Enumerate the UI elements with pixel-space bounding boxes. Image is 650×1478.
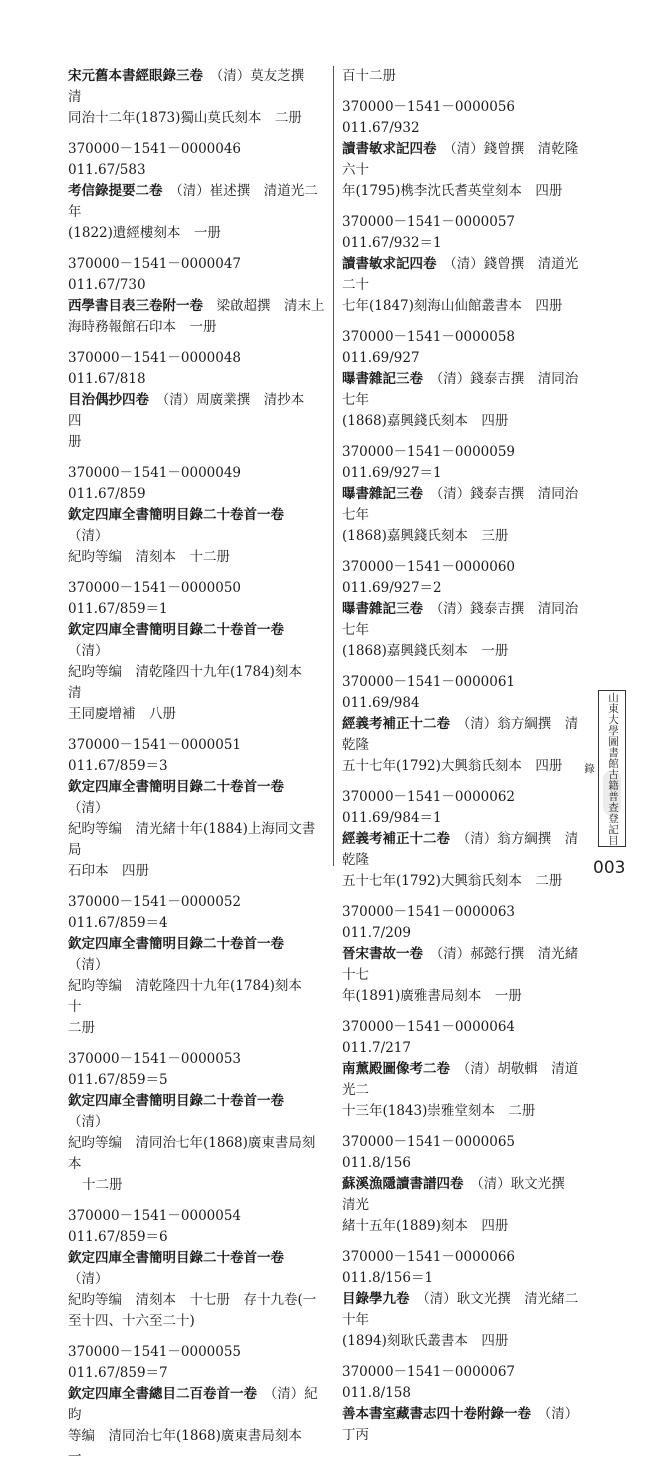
entry-text: 年(1891)廣雅書局刻本 一册	[342, 988, 522, 1004]
entry-text: 370000－1541－0000047 011.67/730	[68, 256, 255, 293]
entry-text: 五十七年(1792)大興翁氏刻本 四册	[342, 758, 563, 774]
entry-line	[342, 871, 582, 892]
entry-line	[342, 296, 582, 317]
entry-line	[68, 777, 328, 819]
entry-line	[68, 296, 328, 317]
catalog-entry	[68, 735, 328, 882]
entry-title: 欽定四庫全書簡明目錄二十卷首一卷	[68, 1093, 284, 1109]
entry-line	[68, 66, 328, 108]
entry-author-edition: （清）胡敬輯 清道光二	[342, 1061, 579, 1098]
entry-line	[342, 986, 582, 1007]
entry-text: 370000－1541－0000058 011.69/927	[342, 329, 529, 366]
entry-title: 善本書室藏書志四十卷附錄一卷	[342, 1406, 531, 1422]
entry-title: 欽定四庫全書簡明目錄二十卷首一卷	[68, 1250, 284, 1266]
entry-line	[68, 317, 328, 338]
entry-line	[68, 254, 328, 296]
catalog-entry	[68, 1342, 328, 1468]
entry-line	[342, 641, 582, 662]
entry-title: 晉宋書故一卷	[342, 946, 423, 962]
entry-line	[342, 212, 582, 254]
catalog-entry	[342, 1362, 582, 1446]
entry-text: 370000－1541－0000048 011.67/818	[68, 350, 255, 387]
entry-line	[342, 1059, 582, 1101]
entry-text: 370000－1541－0000065 011.8/156	[342, 1134, 529, 1171]
entry-line	[68, 1384, 328, 1426]
entry-text: 370000－1541－0000051 011.67/859＝3	[68, 737, 255, 774]
entry-text: 二册	[68, 1020, 95, 1036]
entry-text: 370000－1541－0000050 011.67/859＝1	[68, 580, 255, 617]
entry-line	[342, 411, 582, 432]
entry-text: 紀昀等编 清乾隆四十九年(1784)刻本 清	[68, 664, 316, 701]
entry-author-edition: （清）紀昀	[68, 1386, 318, 1423]
entry-text: 等编 清同治七年(1868)廣東書局刻本 一	[68, 1428, 316, 1465]
entry-line	[68, 819, 328, 861]
entry-line	[342, 787, 582, 829]
entry-author-edition: （清）丁丙	[342, 1406, 579, 1443]
entry-text: (1868)嘉興錢氏刻本 四册	[342, 413, 509, 429]
entry-text: (1868)嘉興錢氏刻本 三册	[342, 528, 509, 544]
entry-author-edition: （清）	[68, 643, 109, 659]
catalog-entry	[68, 1206, 328, 1332]
entry-line	[68, 505, 328, 547]
entry-title: 西學書目表三卷附一卷	[68, 298, 203, 314]
entry-author-edition: （清）錢泰吉撰 清同治七年	[342, 371, 579, 408]
catalog-entry	[342, 1247, 582, 1352]
catalog-entry	[68, 254, 328, 338]
entry-line	[342, 97, 582, 139]
entry-text: 370000－1541－0000054 011.67/859＝6	[68, 1208, 255, 1245]
entry-text: 紀昀等编 清光緒十年(1884)上海同文書局	[68, 821, 316, 858]
entry-text: 王同慶增補 八册	[68, 706, 176, 722]
entry-text: (1894)刻耿氏叢書本 四册	[342, 1333, 509, 1349]
entry-text: 七年(1847)刻海山仙館叢書本 四册	[342, 298, 563, 314]
entry-line	[342, 1362, 582, 1404]
catalog-entry	[342, 557, 582, 662]
entry-text: 370000－1541－0000063 011.7/209	[342, 904, 529, 941]
entry-title: 宋元舊本書經眼錄三卷	[68, 68, 203, 84]
page-number: 003	[593, 858, 626, 878]
entry-text: 紀昀等编 清乾隆四十九年(1784)刻本 十	[68, 978, 316, 1015]
entry-title: 欽定四庫全書簡明目錄二十卷首一卷	[68, 936, 284, 952]
entry-text: 370000－1541－0000060 011.69/927＝2	[342, 559, 529, 596]
entry-text: 370000－1541－0000056 011.67/932	[342, 99, 529, 136]
entry-title: 曝書雜記三卷	[342, 601, 423, 617]
entry-line	[68, 1248, 328, 1290]
entry-line	[342, 1017, 582, 1059]
entry-line	[342, 672, 582, 714]
entry-author-edition: （清）	[68, 1271, 109, 1287]
catalog-entry	[342, 212, 582, 317]
entry-text: 370000－1541－0000061 011.69/984	[342, 674, 529, 711]
entry-text: 370000－1541－0000059 011.69/927＝1	[342, 444, 529, 481]
entry-line	[342, 1331, 582, 1352]
entry-line	[342, 254, 582, 296]
catalog-entry	[342, 1017, 582, 1122]
entry-line	[68, 223, 328, 244]
catalog-entry	[68, 892, 328, 1039]
entry-title: 經義考補正十二卷	[342, 716, 450, 732]
entry-line	[342, 1101, 582, 1122]
entry-text: 海時務報館石印本 一册	[68, 319, 217, 335]
entry-title: 目錄學九卷	[342, 1291, 410, 1307]
entry-text: 紀昀等编 清刻本 十二册	[68, 549, 230, 565]
entry-text: 百十二册	[342, 68, 396, 84]
entry-line	[68, 892, 328, 934]
entry-author-edition: （清）耿文光撰 清光	[342, 1176, 579, 1213]
catalog-entry	[68, 348, 328, 453]
catalog-entry	[342, 1132, 582, 1237]
entry-line	[68, 620, 328, 662]
entry-author-edition: （清）錢泰吉撰 清同治七年	[342, 486, 579, 523]
entry-line	[342, 1216, 582, 1237]
entry-title: 曝書雜記三卷	[342, 371, 423, 387]
entry-line	[68, 578, 328, 620]
entry-author-edition: （清）崔述撰 清道光二年	[68, 183, 318, 220]
entry-text: 370000－1541－0000062 011.69/984＝1	[342, 789, 529, 826]
column-divider	[333, 66, 334, 866]
entry-line	[68, 1049, 328, 1091]
entry-line	[68, 1342, 328, 1384]
entry-line	[68, 432, 328, 453]
entry-text: 至十四、十六至二十)	[68, 1313, 195, 1329]
entry-line	[342, 139, 582, 181]
catalog-entry	[68, 139, 328, 244]
entry-line	[68, 547, 328, 568]
catalog-entry	[68, 1049, 328, 1196]
entry-author-edition: （清）錢曾撰 清乾隆六十	[342, 141, 579, 178]
entry-author-edition: （清）	[68, 800, 109, 816]
entry-line	[68, 1290, 328, 1311]
entry-title: 考信錄提要二卷	[68, 183, 163, 199]
entry-author-edition: （清）	[68, 1114, 109, 1130]
entry-line	[342, 1174, 582, 1216]
catalog-entry	[342, 902, 582, 1007]
entry-title: 讀書敏求記四卷	[342, 141, 437, 157]
catalog-entry	[68, 66, 328, 129]
entry-line	[342, 526, 582, 547]
entry-title: 目治偶抄四卷	[68, 392, 149, 408]
catalog-entry	[342, 787, 582, 892]
entry-line	[68, 139, 328, 181]
entry-line	[342, 557, 582, 599]
entry-line	[342, 599, 582, 641]
entry-author-edition: （清）周廣業撰 清抄本 四	[68, 392, 318, 429]
entry-line	[342, 944, 582, 986]
entry-line	[68, 181, 328, 223]
entry-line	[68, 1133, 328, 1175]
entry-line	[342, 1404, 582, 1446]
entry-line	[68, 1426, 328, 1468]
running-side-title: 山東大學圖書館古籍普查登記目錄	[598, 690, 626, 847]
entry-text: (1822)遺經樓刻本 一册	[68, 225, 221, 241]
entry-title: 經義考補正十二卷	[342, 831, 450, 847]
entry-text: 石印本 四册	[68, 863, 149, 879]
entry-text: 370000－1541－0000066 011.8/156＝1	[342, 1249, 529, 1286]
entry-line	[68, 976, 328, 1018]
entry-text: 370000－1541－0000057 011.67/932＝1	[342, 214, 529, 251]
entry-line	[342, 1289, 582, 1331]
entry-text: 册	[68, 434, 82, 450]
entry-title: 蘇溪漁隱讀書譜四卷	[342, 1176, 464, 1192]
entry-text: 370000－1541－0000055 011.67/859＝7	[68, 1344, 255, 1381]
entry-line	[342, 369, 582, 411]
entry-text: 370000－1541－0000046 011.67/583	[68, 141, 255, 178]
entry-title: 曝書雜記三卷	[342, 486, 423, 502]
entry-line	[68, 348, 328, 390]
entry-line	[342, 327, 582, 369]
catalog-entry	[68, 463, 328, 568]
entry-line	[68, 1206, 328, 1248]
entry-line	[342, 442, 582, 484]
entry-author-edition: （清）郝懿行撰 清光緒十七	[342, 946, 579, 983]
entry-line	[68, 662, 328, 704]
catalog-entry	[342, 672, 582, 777]
left-column	[68, 66, 328, 1478]
entry-text: 十三年(1843)崇雅堂刻本 二册	[342, 1103, 536, 1119]
entry-text: 紀昀等编 清刻本 十七册 存十九卷(一	[68, 1292, 317, 1308]
entry-text: 同治十二年(1873)獨山莫氏刻本 二册	[68, 110, 302, 126]
entry-line	[68, 390, 328, 432]
entry-line	[68, 861, 328, 882]
entry-title: 南薰殿圖像考二卷	[342, 1061, 450, 1077]
entry-text: 370000－1541－0000053 011.67/859＝5	[68, 1051, 255, 1088]
catalog-entry	[342, 97, 582, 202]
entry-text: 緒十五年(1889)刻本 四册	[342, 1218, 509, 1234]
entry-line	[342, 1247, 582, 1289]
entry-line	[342, 829, 582, 871]
entry-author-edition: （清）	[68, 957, 109, 973]
catalog-entry	[342, 327, 582, 432]
entry-line	[342, 714, 582, 756]
entry-line	[342, 756, 582, 777]
entry-text: 年(1795)槜李沈氏耆英堂刻本 四册	[342, 183, 563, 199]
entry-line	[342, 1132, 582, 1174]
entry-title: 欽定四庫全書簡明目錄二十卷首一卷	[68, 622, 284, 638]
entry-text: 370000－1541－0000052 011.67/859＝4	[68, 894, 255, 931]
entry-line	[342, 181, 582, 202]
entry-title: 讀書敏求記四卷	[342, 256, 437, 272]
entry-author-edition: （清）耿文光撰 清光緒二十年	[342, 1291, 579, 1328]
catalog-entry	[342, 66, 582, 87]
entry-line	[342, 66, 582, 87]
entry-author-edition: 梁啟超撰 清末上	[216, 298, 325, 314]
entry-line	[68, 934, 328, 976]
entry-line	[68, 735, 328, 777]
entry-author-edition: （清）錢曾撰 清道光二十	[342, 256, 579, 293]
entry-text: 十二册	[82, 1177, 123, 1193]
entry-line	[68, 1175, 328, 1196]
entry-text: 370000－1541－0000049 011.67/859	[68, 465, 255, 502]
entry-text: 370000－1541－0000067 011.8/158	[342, 1364, 529, 1401]
entry-line	[68, 108, 328, 129]
entry-text: 五十七年(1792)大興翁氏刻本 二册	[342, 873, 563, 889]
entry-title: 欽定四庫全書簡明目錄二十卷首一卷	[68, 779, 284, 795]
entry-author-edition: （清）莫友芝撰 清	[68, 68, 318, 105]
entry-text: (1868)嘉興錢氏刻本 一册	[342, 643, 509, 659]
entry-text: 紀昀等编 清同治七年(1868)廣東書局刻本	[68, 1135, 316, 1172]
entry-line	[68, 1018, 328, 1039]
catalog-entry	[68, 578, 328, 725]
entry-text: 370000－1541－0000064 011.7/217	[342, 1019, 529, 1056]
entry-title: 欽定四庫全書總目二百卷首一卷	[68, 1386, 257, 1402]
catalog-entry	[342, 442, 582, 547]
right-column	[342, 66, 582, 1456]
entry-line	[342, 902, 582, 944]
entry-author-edition: （清）翁方綱撰 清乾隆	[342, 716, 579, 753]
entry-line	[68, 1311, 328, 1332]
entry-author-edition: （清）翁方綱撰 清乾隆	[342, 831, 579, 868]
entry-line	[68, 704, 328, 725]
entry-line	[68, 463, 328, 505]
entry-author-edition: （清）	[68, 528, 109, 544]
entry-title: 欽定四庫全書簡明目錄二十卷首一卷	[68, 507, 284, 523]
entry-author-edition: （清）錢泰吉撰 清同治七年	[342, 601, 579, 638]
entry-line	[68, 1091, 328, 1133]
entry-line	[342, 484, 582, 526]
